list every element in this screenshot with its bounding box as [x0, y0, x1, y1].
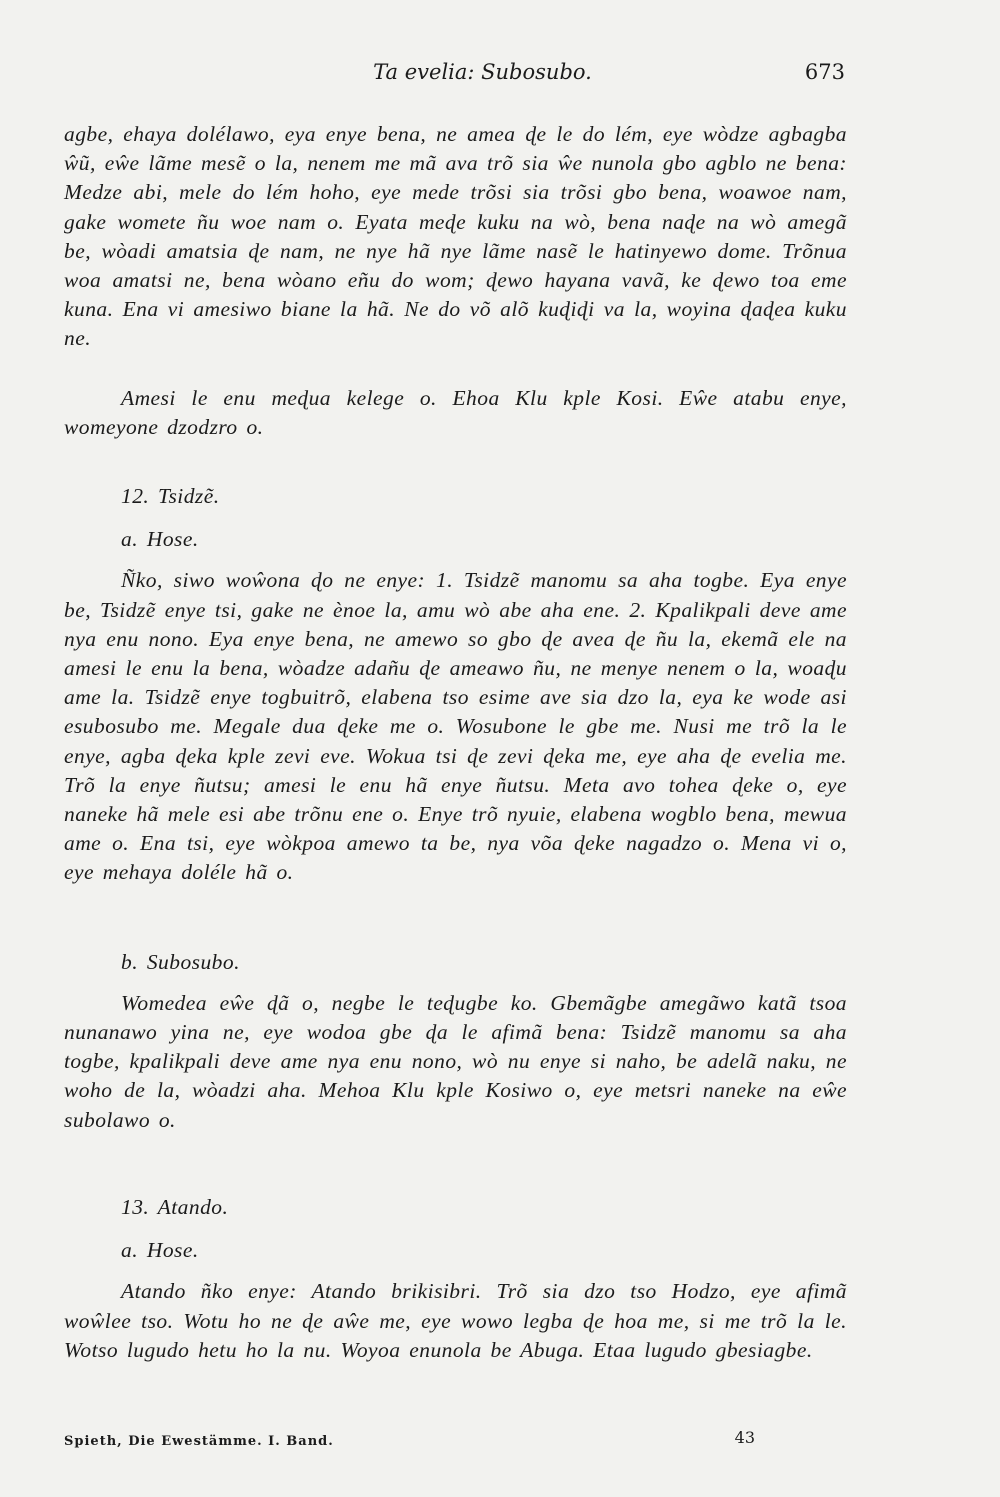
subsection-heading-13a: a. Hose. — [121, 1238, 199, 1263]
page-header — [120, 60, 845, 90]
paragraph-continuation: agbe, ehaya dolélawo, eya enye bena, ne amea ɖe le do lém, eye wòdze agbagba ŵũ, eŵe lãme mesẽ o la, nenem me mã ava trõ sia ŵe nunola gbo agblo ne bena: Medze abi, mele do lém hoho, eye mede trõsi sia trõsi gbo bena, woawoe nam, gake womete ñu woe nam o. Eyata meɖe kuku na wò, bena naɖe na wò amegã be, wòadi amatsia ɖe nam, ne nye hã nye lãme nasẽ le hatinyewo dome. Trõnua woa amatsi ne, bena wòano eñu do wom; ɖewo hayana vavã, ke ɖewo toa eme kuna. Ena vi amesiwo biane la hã. Ne do võ alõ kuɖiɖi va la, woyina ɖaɖea kuku ne. — [64, 122, 847, 351]
page-number: 673 — [804, 60, 845, 84]
subsection-heading-12b: b. Subosubo. — [121, 949, 240, 974]
running-title: Ta evelia: Subosubo. — [373, 60, 592, 84]
signature-mark: 43 — [734, 1428, 755, 1447]
paragraph-atando-hose: Atando ñko enye: Atando brikisibri. Trõ sia dzo tso Hodzo, eye afimã woŵlee tso. Wotu ho ne ɖe aŵe me, eye wowo legba ɖe hoa me, si me trõ la le. Wotso lugudo hetu ho la nu. Woyoa enunola be Abuga. Etaa lugudo gbesiagbe. — [64, 1279, 847, 1362]
page-footer — [64, 1428, 755, 1452]
footer-citation: Spieth, Die Ewestämme. I. Band. — [64, 1434, 334, 1449]
page-body — [64, 120, 847, 1365]
section-heading-13: 13. Atando. — [121, 1194, 229, 1219]
paragraph-tsidze-subosubo: Womedea eŵe ɖã o, negbe le teɖugbe ko. Gbemãgbe amegãwo katã tsoa nunanawo yina ne, eye wodoa gbe ɖa le afimã bena: Tsidzẽ manomu sa aha togbe, kpalikpali deve ame nya enu nono, wò nu enye si naho, be adelã naku, ne woho de la, wòadzi aha. Mehoa Klu kple Kosiwo o, eye metsri naneke na eŵe subolawo o. — [64, 990, 847, 1132]
paragraph-tsidze-hose: Ñko, siwo woŵona ɖo ne enye: 1. Tsidzẽ manomu sa aha togbe. Eya enye be, Tsidzẽ enye tsi, gake ne ènoe la, amu wò abe aha ene. 2. Kpalikpali deve ame nya enu nono. Eya enye bena, ne amewo so gbo ɖe avea ɖe ñu la, ekemã ele na amesi le enu la bena, wòadze adañu ɖe ameawo ñu, ne menye nenem o la, woaɖu ame la. Tsidzẽ enye togbuitrõ, elabena tso esime ave sia dzo la, eya ke wode asi esubosubo me. Megale dua ɖeke me o. Wosubone le gbe me. Nusi me trõ la le enye, agba ɖeka kple zevi eve. Wokua tsi ɖe zevi ɖeka me, eye aha ɖe evelia me. Trõ la enye ñutsu; amesi le enu hã enye ñutsu. Meta avo tohea ɖeke o, eye naneke hã mele esi abe trõnu ene o. Enye trõ nyuie, elabena wogblo bena, mewua ame o. Ena tsi, eye wòkpoa amewo ta be, nya võa ɖeke nagadzo o. Mena vi o, eye mehaya doléle hã o. — [64, 568, 847, 885]
section-heading-12: 12. Tsidzẽ. — [121, 484, 220, 509]
subsection-heading-12a: a. Hose. — [121, 527, 199, 552]
paragraph-closing-note: Amesi le enu meɖua kelege o. Ehoa Klu kple Kosi. Eŵe atabu enye, womeyone dzodzro o. — [64, 385, 847, 439]
